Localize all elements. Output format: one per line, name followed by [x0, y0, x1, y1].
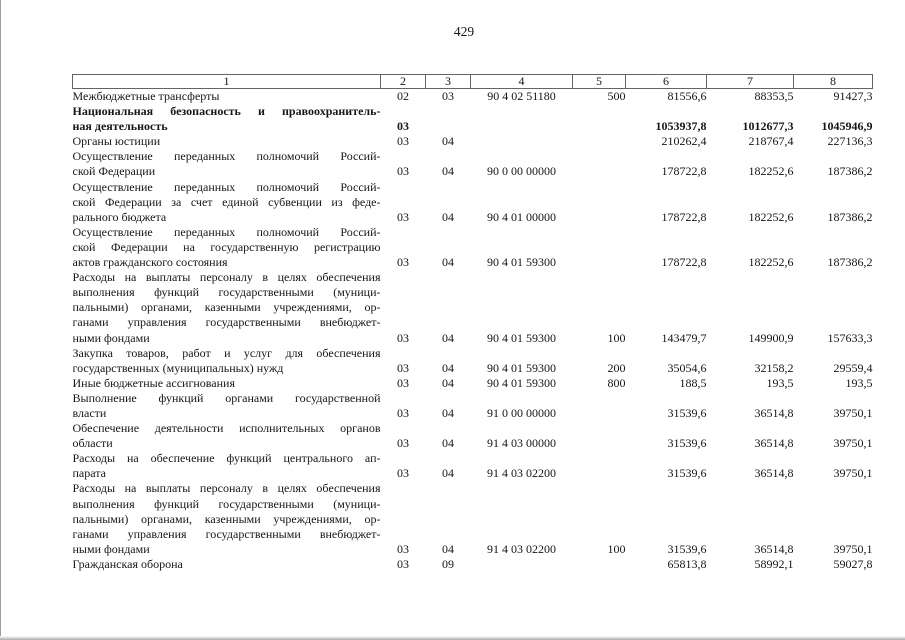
col6-amount-cell: 1053937,8 — [655, 119, 707, 134]
table-row — [73, 557, 873, 572]
row-name-line: Межбюджетные трансферты — [72, 89, 220, 103]
col7-amount-cell: 193,5 — [766, 375, 794, 390]
scan-bottom-edge — [0, 636, 905, 640]
col4-code-cell: 91 4 03 00000 — [487, 436, 556, 451]
col5-cell: 800 — [607, 375, 626, 390]
col6-amount-cell: 178722,8 — [661, 255, 707, 270]
row-name-cell — [73, 89, 381, 105]
col3-cell: 03 — [442, 89, 454, 103]
table-row — [73, 225, 873, 270]
row-name-line: Осуществление переданных полномочий Россий- — [72, 149, 381, 164]
table-row — [73, 346, 873, 376]
col4-code-cell — [471, 104, 573, 134]
column-header-3: 3 — [426, 75, 471, 89]
row-name-line: Обеспечение деятельности исполнительных органов — [72, 421, 381, 436]
row-name-cell — [73, 225, 381, 270]
col3-cell — [426, 104, 471, 134]
column-header-7: 7 — [707, 75, 794, 89]
col2-cell: 03 — [397, 360, 409, 375]
row-name-cell — [73, 134, 381, 149]
table-row — [73, 149, 873, 179]
col6-amount-cell: 178722,8 — [661, 209, 707, 224]
row-name-line: ными фондами — [72, 330, 150, 345]
col7-amount-cell: 88353,5 — [754, 89, 794, 103]
row-name-line: Выполнение функций органами государственной — [72, 390, 381, 405]
col5-cell: 100 — [607, 330, 626, 345]
row-name-line: Органы юстиции — [72, 134, 161, 149]
col3-cell: 04 — [442, 134, 454, 149]
col2-cell: 03 — [397, 209, 409, 224]
col3-cell: 04 — [442, 541, 454, 556]
col8-amount-cell: 39750,1 — [833, 436, 873, 451]
row-name-line: Расходы на обеспечение функций центрального ап- — [72, 451, 381, 466]
table-row — [73, 270, 873, 345]
col2-cell: 02 — [397, 89, 409, 103]
budget-table — [72, 74, 873, 572]
col5-cell — [573, 391, 626, 421]
column-header-5: 5 — [573, 75, 626, 89]
col4-code-cell: 90 4 01 59300 — [487, 255, 556, 270]
col2-cell: 03 — [397, 375, 409, 390]
row-name-cell — [73, 481, 381, 556]
col5-cell — [573, 557, 626, 572]
col8-amount-cell: 187386,2 — [827, 209, 873, 224]
col8-amount-cell: 187386,2 — [827, 164, 873, 179]
col2-cell: 03 — [397, 466, 409, 481]
col6-amount-cell: 65813,8 — [667, 556, 707, 571]
table-row — [73, 180, 873, 225]
row-name-cell — [73, 180, 381, 225]
col3-cell: 04 — [442, 360, 454, 375]
col6-amount-cell: 188,5 — [679, 375, 707, 390]
col4-code-cell — [471, 134, 573, 149]
col5-cell — [573, 451, 626, 481]
col7-amount-cell: 182252,6 — [748, 209, 794, 224]
col7-amount-cell: 32158,2 — [754, 360, 794, 375]
col4-code-cell: 91 4 03 02200 — [487, 541, 556, 556]
col2-cell: 03 — [397, 405, 409, 420]
col7-amount-cell: 36514,8 — [754, 541, 794, 556]
row-name-line: пальными) органами, казенными учреждениями, ор- — [72, 300, 381, 315]
row-name-line: выполнения функций государственными (муници- — [72, 285, 381, 300]
col4-code-cell: 90 4 01 59300 — [487, 360, 556, 375]
col7-amount-cell: 182252,6 — [748, 164, 794, 179]
col3-cell: 04 — [442, 255, 454, 270]
col6-amount-cell: 31539,6 — [667, 466, 707, 481]
row-name-line: ской Федерации за счет единой субвенции из феде- — [72, 194, 381, 209]
col8-amount-cell: 59027,8 — [833, 556, 873, 571]
col7-amount-cell: 149900,9 — [748, 330, 794, 345]
col7-amount-cell: 182252,6 — [748, 255, 794, 270]
table-row — [73, 104, 873, 134]
row-name-line: ской Федерации — [72, 164, 156, 179]
col8-amount-cell: 39750,1 — [833, 405, 873, 420]
col7-amount-cell: 218767,4 — [748, 134, 794, 149]
row-name-line: ными фондами — [72, 541, 150, 556]
col2-cell: 03 — [397, 556, 409, 571]
row-name-cell — [73, 104, 381, 134]
page-number: 429 — [453, 24, 475, 39]
row-name-line: Расходы на выплаты персоналу в целях обеспечения — [72, 481, 381, 496]
row-name-line: актов гражданского состояния — [72, 255, 228, 270]
col6-amount-cell: 210262,4 — [661, 134, 707, 149]
scan-left-edge — [0, 0, 1, 640]
table-row — [73, 451, 873, 481]
row-name-line: государственных (муниципальных) нужд — [72, 360, 284, 375]
col6-amount-cell: 35054,6 — [667, 360, 707, 375]
col3-cell: 04 — [442, 209, 454, 224]
col6-amount-cell: 143479,7 — [661, 330, 707, 345]
col4-code-cell: 90 4 02 51180 — [487, 89, 556, 103]
col2-cell: 03 — [397, 541, 409, 556]
row-name-line: ганами управления государственными внебюджет- — [72, 526, 381, 541]
col5-cell — [573, 134, 626, 149]
col7-amount-cell: 36514,8 — [754, 405, 794, 420]
col8-amount-cell: 157633,3 — [827, 330, 873, 345]
col6-amount-cell: 81556,6 — [667, 89, 707, 103]
col7-amount-cell: 1012677,3 — [742, 119, 794, 134]
col6-amount-cell: 31539,6 — [667, 541, 707, 556]
col5-cell — [573, 421, 626, 451]
row-name-line: власти — [72, 405, 107, 420]
col5-cell — [573, 225, 626, 270]
row-name-cell — [73, 391, 381, 421]
row-name-cell — [73, 421, 381, 451]
row-name-line: Расходы на выплаты персоналу в целях обеспечения — [72, 270, 381, 285]
row-name-line: ганами управления государственными внебюджет- — [72, 315, 381, 330]
col3-cell: 04 — [442, 164, 454, 179]
col5-cell: 200 — [607, 360, 626, 375]
table-row — [73, 376, 873, 391]
col4-code-cell: 90 4 01 00000 — [487, 209, 556, 224]
col5-cell — [573, 104, 626, 134]
col3-cell: 09 — [442, 556, 454, 571]
column-header-2: 2 — [381, 75, 426, 89]
row-name-line: ная деятельность — [72, 119, 168, 134]
column-header-6: 6 — [626, 75, 707, 89]
header-row — [73, 75, 873, 89]
row-name-line: Гражданская оборона — [72, 556, 183, 571]
col6-amount-cell: 31539,6 — [667, 436, 707, 451]
col6-amount-cell: 178722,8 — [661, 164, 707, 179]
col4-code-cell: 90 0 00 00000 — [487, 164, 556, 179]
row-name-line: выполнения функций государственными (муници- — [72, 496, 381, 511]
col2-cell: 03 — [397, 164, 409, 179]
table-row — [73, 391, 873, 421]
col2-cell: 03 — [397, 255, 409, 270]
table-row — [73, 421, 873, 451]
col2-cell: 03 — [397, 436, 409, 451]
col7-amount-cell: 58992,1 — [754, 556, 794, 571]
col2-cell: 03 — [397, 119, 409, 134]
table-row — [73, 89, 873, 105]
col5-cell: 100 — [607, 541, 626, 556]
col2-cell: 03 — [397, 330, 409, 345]
col6-amount-cell: 31539,6 — [667, 405, 707, 420]
table-row — [73, 134, 873, 149]
row-name-line: рального бюджета — [72, 209, 167, 224]
col3-cell: 04 — [442, 436, 454, 451]
col2-cell: 03 — [397, 134, 409, 149]
col8-amount-cell: 193,5 — [845, 375, 873, 390]
col8-amount-cell: 91427,3 — [833, 89, 873, 103]
col4-code-cell: 91 4 03 02200 — [487, 466, 556, 481]
row-name-line: пальными) органами, казенными учреждениями, ор- — [72, 511, 381, 526]
table-body — [73, 89, 873, 573]
row-name-cell — [73, 270, 381, 345]
row-name-line: Закупка товаров, работ и услуг для обеспечения — [72, 345, 381, 360]
table-header-row — [73, 75, 873, 89]
col4-code-cell: 90 4 01 59300 — [487, 330, 556, 345]
row-name-cell — [73, 451, 381, 481]
table-row — [73, 481, 873, 556]
col5-cell — [573, 149, 626, 179]
col3-cell: 04 — [442, 405, 454, 420]
col5-cell: 500 — [607, 89, 626, 103]
col4-code-cell: 90 4 01 59300 — [487, 375, 556, 390]
row-name-line: ской Федерации на государственную регистрацию — [72, 239, 381, 254]
column-header-1: 1 — [73, 75, 381, 89]
col5-cell — [573, 180, 626, 225]
row-name-line: Осуществление переданных полномочий Россий- — [72, 179, 381, 194]
column-header-8: 8 — [794, 75, 873, 89]
col8-amount-cell: 1045946,9 — [821, 119, 873, 134]
col4-code-cell — [471, 557, 573, 572]
row-name-cell — [73, 346, 381, 376]
col4-code-cell: 91 0 00 00000 — [487, 405, 556, 420]
col8-amount-cell: 187386,2 — [827, 255, 873, 270]
col8-amount-cell: 39750,1 — [833, 466, 873, 481]
row-name-line: парата — [72, 466, 106, 481]
row-name-line: Национальная безопасность и правоохранитель- — [72, 104, 381, 119]
col3-cell: 04 — [442, 330, 454, 345]
col7-amount-cell: 36514,8 — [754, 436, 794, 451]
col8-amount-cell: 39750,1 — [833, 541, 873, 556]
column-header-4: 4 — [471, 75, 573, 89]
row-name-line: области — [72, 436, 113, 451]
row-name-line: Осуществление переданных полномочий Россий- — [72, 224, 381, 239]
col3-cell: 04 — [442, 375, 454, 390]
row-name-cell — [73, 376, 381, 391]
row-name-line: Иные бюджетные ассигнования — [72, 375, 235, 390]
col3-cell: 04 — [442, 466, 454, 481]
col8-amount-cell: 29559,4 — [833, 360, 873, 375]
col8-amount-cell: 227136,3 — [827, 134, 873, 149]
row-name-cell — [73, 557, 381, 572]
col7-amount-cell: 36514,8 — [754, 466, 794, 481]
row-name-cell — [73, 149, 381, 179]
